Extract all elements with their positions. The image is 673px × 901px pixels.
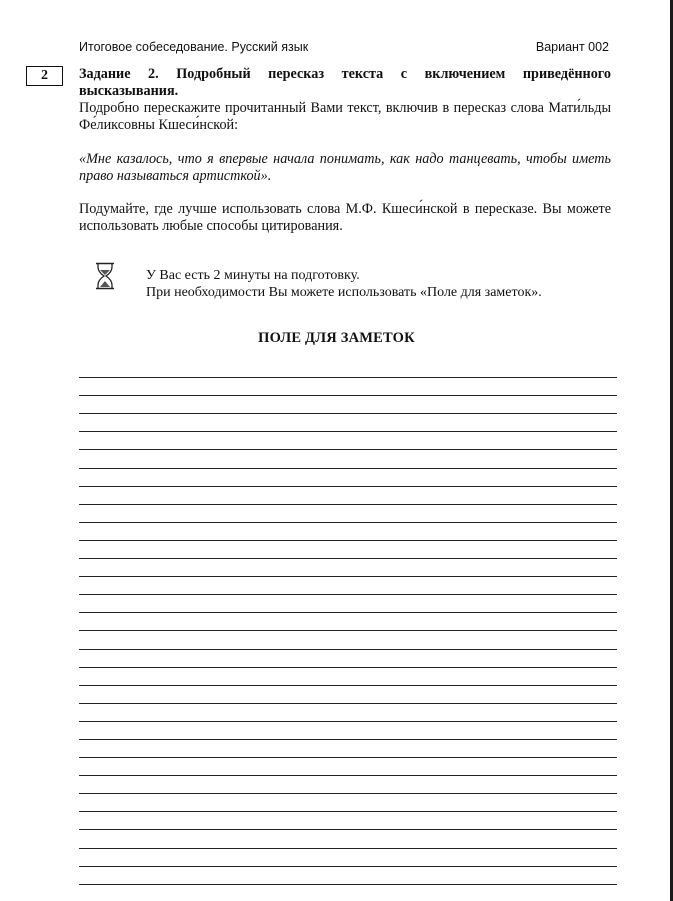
notes-lines[interactable]: [79, 360, 617, 885]
task-hint: Подумайте, где лучше использовать слова М.Ф. Кшеси́нской в пересказе. Вы можете использовать любые способы цитирования.: [79, 201, 611, 234]
notes-line[interactable]: [79, 849, 617, 867]
notes-line[interactable]: [79, 414, 617, 432]
hourglass-icon: [94, 262, 116, 290]
notes-line[interactable]: [79, 360, 617, 378]
notes-line[interactable]: [79, 794, 617, 812]
task-quote: «Мне казалось, что я впервые начала понимать, как надо танцевать, чтобы иметь право называться артисткой».: [79, 151, 611, 184]
notes-line[interactable]: [79, 378, 617, 396]
task-number: 2: [41, 68, 48, 83]
notes-line[interactable]: [79, 505, 617, 523]
note-line-2: При необходимости Вы можете использовать «Поле для заметок».: [146, 285, 542, 300]
notes-line[interactable]: [79, 613, 617, 631]
notes-line[interactable]: [79, 686, 617, 704]
notes-line[interactable]: [79, 776, 617, 794]
notes-line[interactable]: [79, 830, 617, 848]
notes-line[interactable]: [79, 469, 617, 487]
notes-line[interactable]: [79, 541, 617, 559]
notes-line[interactable]: [79, 487, 617, 505]
variant-label: Вариант 002: [535, 40, 609, 54]
task-number-box: [26, 66, 63, 86]
notes-line[interactable]: [79, 758, 617, 776]
notes-line[interactable]: [79, 432, 617, 450]
notes-line[interactable]: [79, 704, 617, 722]
notes-line[interactable]: [79, 812, 617, 830]
preparation-note: [146, 267, 542, 301]
note-line-1: У Вас есть 2 минуты на подготовку.: [146, 268, 360, 283]
notes-line[interactable]: [79, 650, 617, 668]
task-content: [79, 66, 611, 235]
notes-line[interactable]: [79, 722, 617, 740]
notes-line[interactable]: [79, 577, 617, 595]
notes-line[interactable]: [79, 396, 617, 414]
notes-line[interactable]: [79, 631, 617, 649]
notes-line[interactable]: [79, 867, 617, 885]
page-header: [79, 38, 609, 56]
notes-line[interactable]: [79, 740, 617, 758]
notes-line[interactable]: [79, 450, 617, 468]
notes-line[interactable]: [79, 595, 617, 613]
notes-line[interactable]: [79, 559, 617, 577]
exam-title: Итоговое собеседование. Русский язык: [79, 40, 309, 54]
task-instruction: Подробно перескажите прочитанный Вами текст, включив в пересказ слова Мати́льды Фе́ликсовны Кшеси́нской:: [79, 100, 611, 133]
notes-line[interactable]: [79, 668, 617, 686]
task-title: Задание 2. Подробный пересказ текста с включением приведённого высказывания.: [79, 66, 611, 99]
notes-line[interactable]: [79, 523, 617, 541]
notes-field-title: ПОЛЕ ДЛЯ ЗАМЕТОК: [258, 330, 415, 346]
